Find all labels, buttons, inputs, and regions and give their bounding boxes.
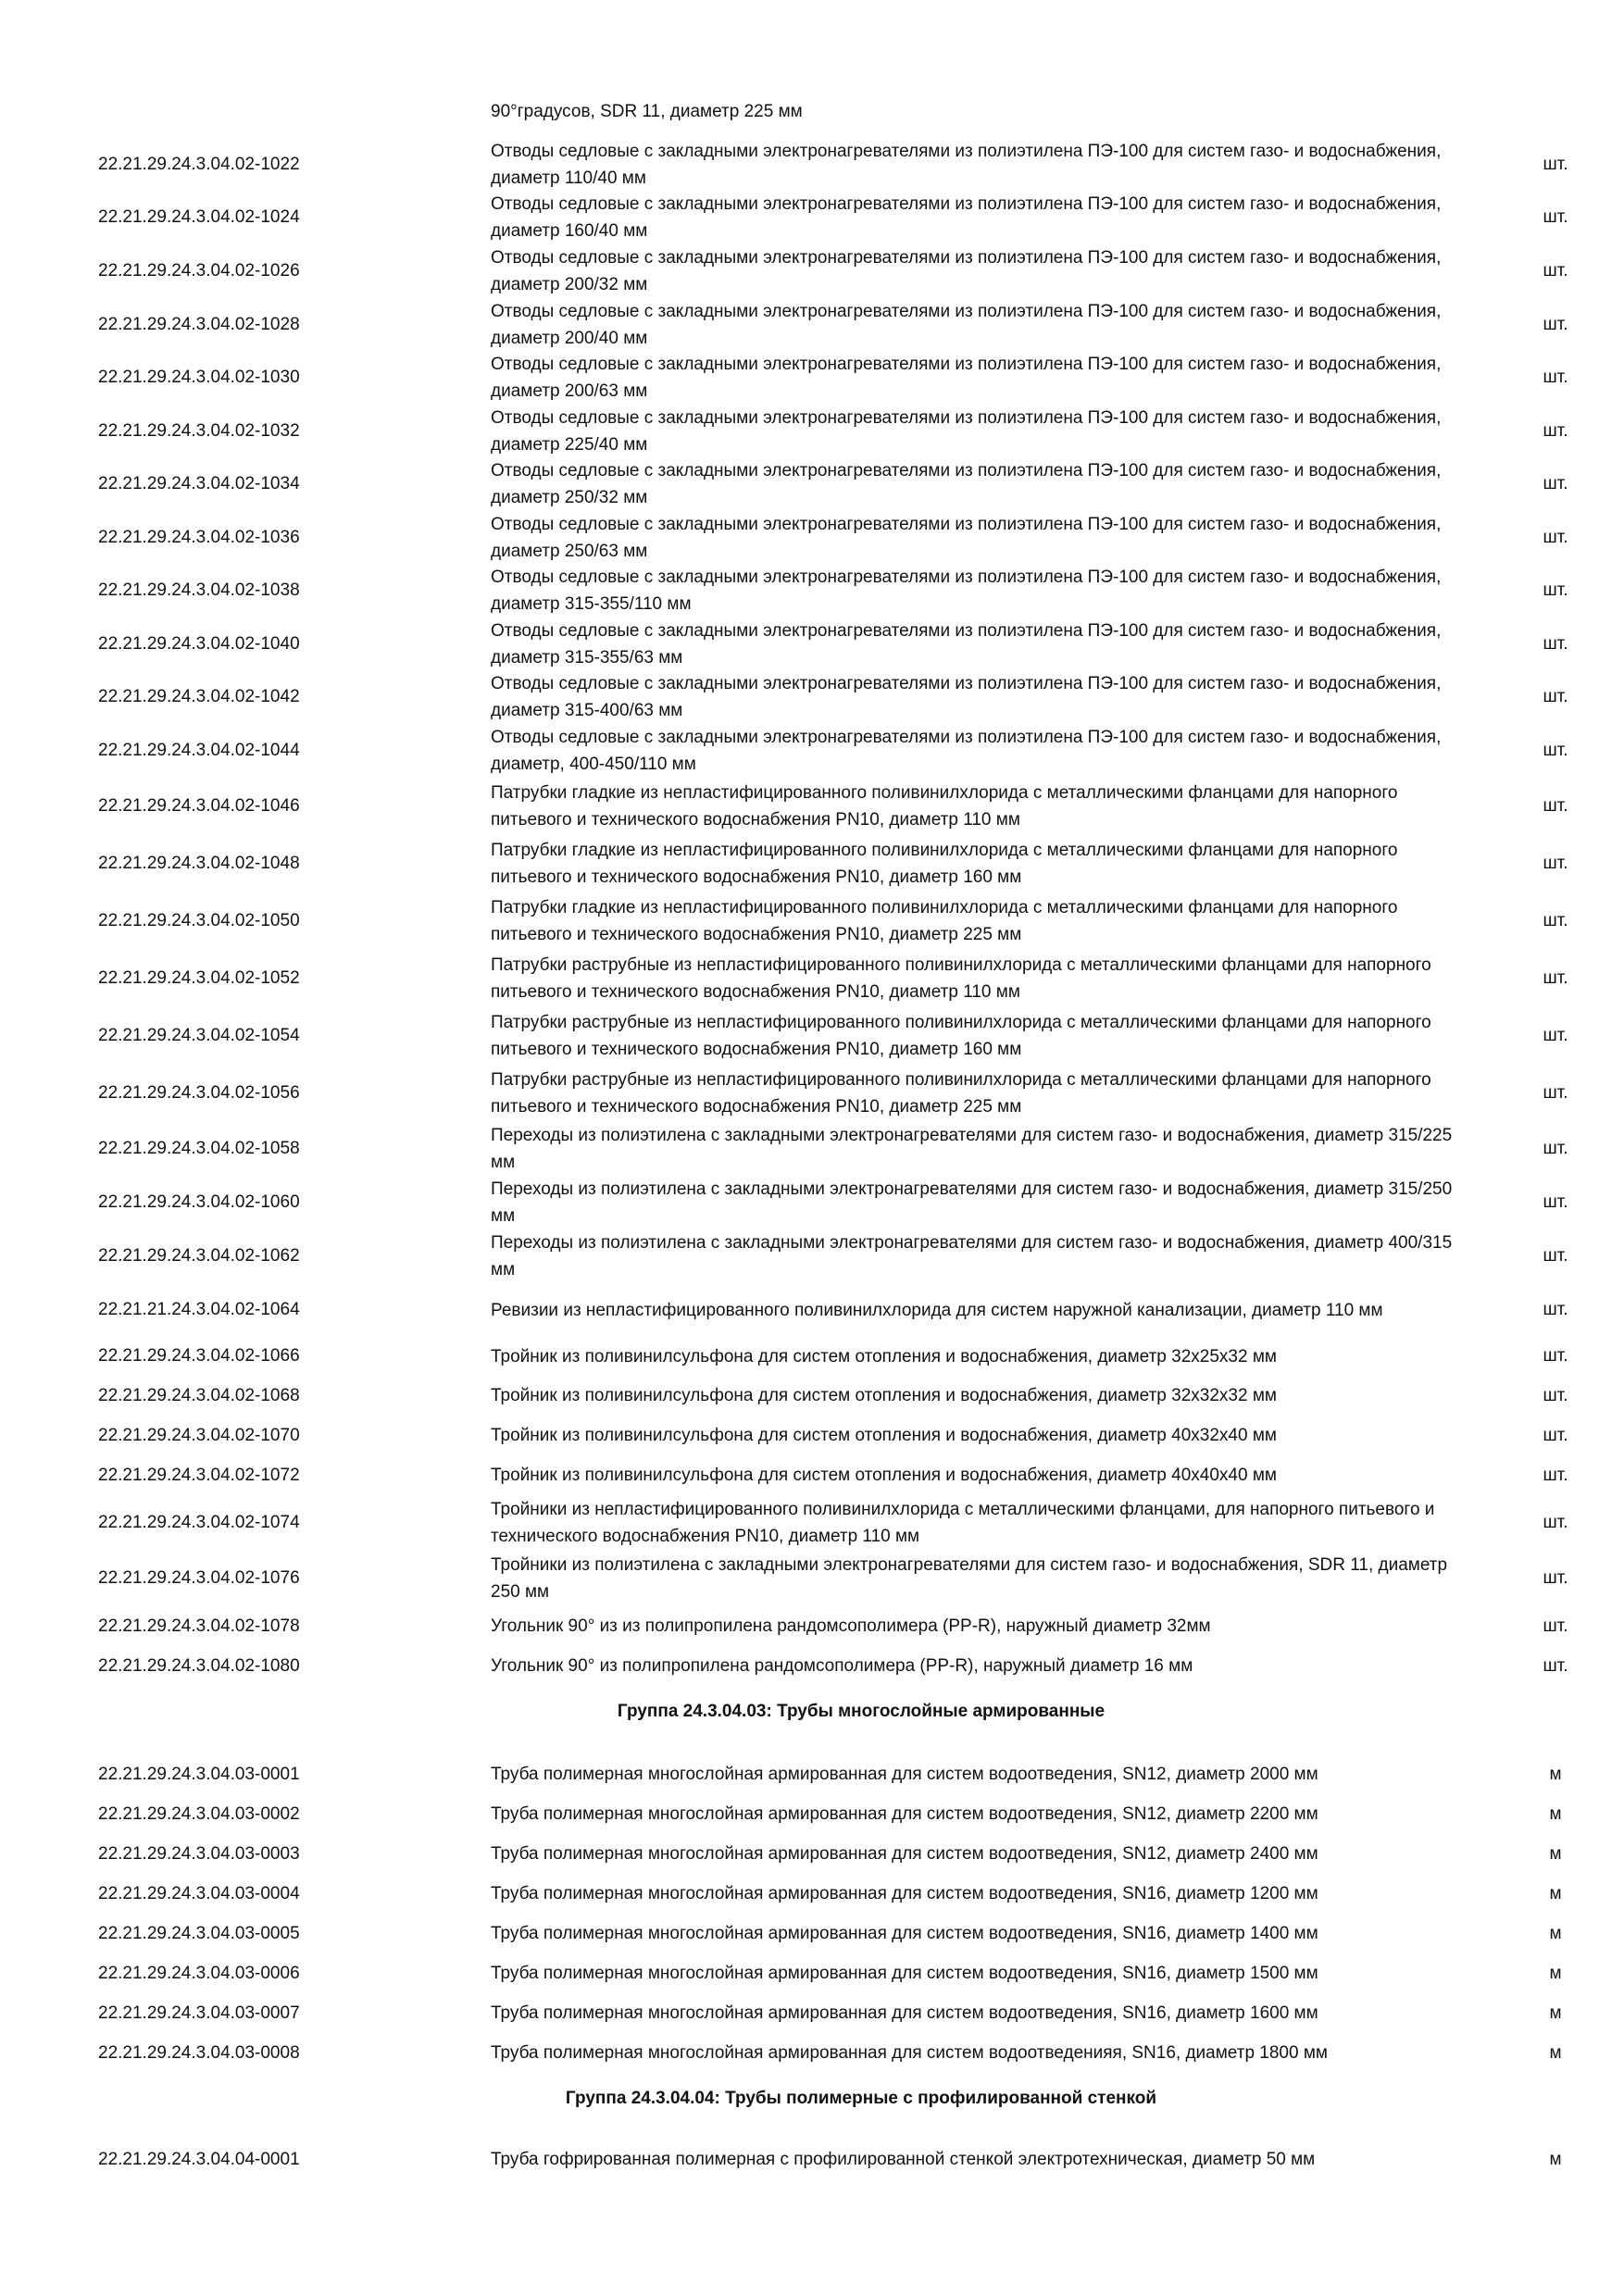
item-unit: шт. [1543,1300,1568,1319]
item-name: Отводы седловые с закладными электронагревателями из полиэтилена ПЭ-100 для систем газо- и водоснабжения, диаметр 315-400/63 мм [491,674,1442,720]
table-row [0,670,1624,724]
item-code: 22.21.29.24.3.04.03-0003 [98,1843,300,1864]
item-code: 22.21.29.24.3.04.02-1050 [98,911,300,930]
item-name: Труба полимерная многослойная армированная для систем водоотведения, SN16, диаметр 1200 мм [491,1884,1318,1903]
table-row [0,778,1624,835]
table-row [0,724,1624,778]
table-row [0,1874,1624,1914]
item-unit: м [1549,1843,1562,1864]
item-code: 22.21.29.24.3.04.02-1022 [98,155,300,174]
item-unit: шт. [1543,796,1568,816]
item-name: Труба полимерная многослойная армированная для систем водоотведения, SN16, диаметр 1500 мм [491,1964,1318,1983]
item-name: Тройник из поливинилсульфона для систем отопления и водоснабжения, диаметр 40х40х40 мм [491,1466,1277,1485]
item-code: 22.21.29.24.3.04.02-1030 [98,368,300,387]
item-unit: шт. [1543,1346,1568,1366]
item-unit: шт. [1543,1425,1568,1445]
item-code: 22.21.29.24.3.04.03-0005 [98,1923,300,1943]
item-unit: шт. [1543,741,1568,760]
item-unit: м [1549,1963,1562,1983]
item-code: 22.21.29.24.3.04.02-1062 [98,1246,300,1266]
table-row [0,1007,1624,1065]
item-unit: шт. [1543,1616,1568,1636]
item-unit: шт. [1543,1026,1568,1045]
table-row [0,1495,1624,1551]
item-code: 22.21.29.24.3.04.02-1052 [98,968,300,988]
item-code: 22.21.29.24.3.04.02-1066 [98,1346,300,1366]
item-name: Угольник 90° из из полипропилена рандомсополимера (PP-R), наружный диаметр 32мм [491,1616,1211,1636]
table-row [0,191,1624,244]
item-code: 22.21.29.24.3.04.03-0002 [98,1803,300,1824]
item-name: Патрубки раструбные из непластифицированного поливинилхлорида с металлическими фланцами для напорного питьевого и технического водоснабжения PN10, диаметр 160 мм [491,1013,1431,1059]
table-row [0,1914,1624,1953]
item-name: Отводы седловые с закладными электронагревателями из полиэтилена ПЭ-100 для систем газо- и водоснабжения, диаметр 160/40 мм [491,194,1442,241]
item-name: Тройники из полиэтилена с закладными электронагревателями для систем газо- и водоснабжения, SDR 11, диаметр 250 мм [491,1555,1448,1602]
item-name: Отводы седловые с закладными электронагревателями из полиэтилена ПЭ-100 для систем газо- и водоснабжения, диаметр 200/63 мм [491,355,1442,401]
item-name: Тройники из непластифицированного поливинилхлорида с металлическими фланцами, для напорного питьевого и технического водоснабжения PN10, диаметр 110 мм [491,1500,1435,1546]
table-row [0,1993,1624,2033]
item-name: Отводы седловые с закладными электронагревателями из полиэтилена ПЭ-100 для систем газо- и водоснабжения, диаметр 315-355/63 мм [491,621,1442,668]
item-code: 22.21.29.24.3.04.02-1060 [98,1192,300,1212]
item-code: 22.21.29.24.3.04.02-1048 [98,854,300,873]
item-code: 22.21.29.24.3.04.03-0006 [98,1963,300,1983]
item-code: 22.21.29.24.3.04.03-0004 [98,1883,300,1903]
item-code: 22.21.29.24.3.04.02-1038 [98,580,300,600]
item-name: Переходы из полиэтилена с закладными электронагревателями для систем газо- и водоснабжения, диаметр 400/315 мм [491,1233,1453,1279]
item-code: 22.21.29.24.3.04.03-0008 [98,2042,300,2063]
table-row [0,950,1624,1007]
table-row [0,1229,1624,1283]
table-row [0,1953,1624,1993]
table-row [0,1065,1624,1122]
item-code: 22.21.29.24.3.04.02-1078 [98,1616,300,1636]
table-row [0,2140,1624,2179]
item-unit: шт. [1543,634,1568,654]
table-row [0,457,1624,511]
group-heading: Группа 24.3.04.03: Трубы многослойные армированные [617,1702,1106,1721]
item-unit: шт. [1543,528,1568,547]
item-name: Переходы из полиэтилена с закладными электронагревателями для систем газо- и водоснабжения, диаметр 315/225 мм [491,1126,1453,1172]
item-unit: шт. [1543,261,1568,281]
item-unit: шт. [1543,315,1568,334]
item-name: Патрубки раструбные из непластифицированного поливинилхлорида с металлическими фланцами для напорного питьевого и технического водоснабжения PN10, диаметр 110 мм [491,955,1431,1002]
item-name: Отводы седловые с закладными электронагревателями из полиэтилена ПЭ-100 для систем газо- и водоснабжения, диаметр 200/32 мм [491,248,1442,294]
item-name: Переходы из полиэтилена с закладными электронагревателями для систем газо- и водоснабжения, диаметр 315/250 мм [491,1179,1453,1226]
item-code: 22.21.29.24.3.04.02-1080 [98,1655,300,1676]
table-row [0,1122,1624,1176]
table-row [0,1376,1624,1416]
item-unit: шт. [1543,1465,1568,1485]
item-unit: шт. [1543,155,1568,174]
item-name: Отводы седловые с закладными электронагревателями из полиэтилена ПЭ-100 для систем газо- и водоснабжения, диаметр 250/63 мм [491,515,1442,561]
item-name: Патрубки раструбные из непластифицированного поливинилхлорида с металлическими фланцами для напорного питьевого и технического водоснабжения PN10, диаметр 225 мм [491,1070,1431,1117]
table-row [0,1834,1624,1874]
item-code: 22.21.29.24.3.04.02-1046 [98,796,300,816]
table-row [0,892,1624,950]
table-row [0,298,1624,352]
item-code: 22.21.29.24.3.04.02-1026 [98,261,300,281]
item-code: 22.21.29.24.3.04.03-0001 [98,1764,300,1784]
table-row [0,138,1624,192]
item-unit: м [1549,2149,1562,2169]
item-name: Труба полимерная многослойная армированная для систем водоотведения, SN12, диаметр 2200 мм [491,1804,1318,1824]
item-unit: шт. [1543,207,1568,227]
item-code: 22.21.21.24.3.04.02-1064 [98,1300,300,1319]
item-name: Отводы седловые с закладными электронагревателями из полиэтилена ПЭ-100 для систем газо- и водоснабжения, диаметр 250/32 мм [491,461,1442,507]
table-row [0,511,1624,565]
item-unit: м [1549,1923,1562,1943]
item-code: 22.21.29.24.3.04.02-1068 [98,1385,300,1405]
item-code: 22.21.29.24.3.04.02-1032 [98,421,300,441]
item-code: 22.21.29.24.3.04.02-1056 [98,1083,300,1103]
item-unit: м [1549,2003,1562,2023]
item-name: Труба полимерная многослойная армированная для систем водоотведения, SN16, диаметр 1600 мм [491,2003,1318,2023]
table-row [0,2033,1624,2073]
item-code: 22.21.29.24.3.04.02-1040 [98,634,300,654]
item-code: 22.21.29.24.3.04.02-1042 [98,687,300,706]
table-row [0,1646,1624,1686]
item-unit: шт. [1543,1246,1568,1266]
table-row [0,1283,1624,1337]
table-row [0,564,1624,618]
item-unit: шт. [1543,580,1568,600]
item-name: Труба полимерная многослойная армированная для систем водоотведения, SN12, диаметр 2000 мм [491,1765,1318,1784]
table-row [0,1754,1624,1794]
table-row [0,1337,1624,1376]
item-unit: шт. [1543,1192,1568,1212]
table-row [0,244,1624,298]
item-unit: шт. [1543,968,1568,988]
item-unit: шт. [1543,687,1568,706]
item-code: 22.21.29.24.3.04.02-1034 [98,474,300,493]
item-unit: м [1549,1764,1562,1784]
item-name: Тройник из поливинилсульфона для систем отопления и водоснабжения, диаметр 32х25х32 мм [491,1346,1277,1366]
item-unit: шт. [1543,1385,1568,1405]
item-code: 22.21.29.24.3.04.02-1054 [98,1026,300,1045]
group-heading: Группа 24.3.04.04: Трубы полимерные с профилированной стенкой [565,2089,1157,2108]
item-name: Ревизии из непластифицированного поливинилхлорида для систем наружной канализации, диаметр 110 мм [491,1300,1383,1320]
item-name: Тройник из поливинилсульфона для систем отопления и водоснабжения, диаметр 40х32х40 мм [491,1426,1277,1445]
item-unit: шт. [1543,1655,1568,1676]
item-unit: м [1549,2042,1562,2063]
item-name: Труба гофрированная полимерная с профилированной стенкой электротехническая, диаметр 50 мм [491,2150,1316,2169]
table-row [0,351,1624,405]
item-code: 22.21.29.24.3.04.03-0007 [98,2003,300,2023]
item-unit: м [1549,1803,1562,1824]
table-row [0,1606,1624,1646]
item-code: 22.21.29.24.3.04.02-1070 [98,1425,300,1445]
item-name: Угольник 90° из полипропилена рандомсополимера (PP-R), наружный диаметр 16 мм [491,1656,1193,1676]
item-name: Отводы седловые с закладными электронагревателями из полиэтилена ПЭ-100 для систем газо- и водоснабжения, диаметр 200/40 мм [491,302,1442,348]
item-unit: шт. [1543,1083,1568,1103]
item-code: 22.21.29.24.3.04.02-1044 [98,741,300,760]
table-row [0,1455,1624,1495]
item-unit: шт. [1543,854,1568,873]
item-code: 22.21.29.24.3.04.02-1024 [98,207,300,227]
item-name: Отводы седловые с закладными электронагревателями из полиэтилена ПЭ-100 для систем газо- и водоснабжения, диаметр 225/40 мм [491,408,1442,455]
continued-item-text: 90°градусов, SDR 11, диаметр 225 мм [491,102,803,121]
item-name: Патрубки гладкие из непластифицированного поливинилхлорида с металлическими фланцами для напорного питьевого и технического водоснабжения PN10, диаметр 110 мм [491,783,1398,830]
item-unit: шт. [1543,1568,1568,1588]
table-row [0,1794,1624,1834]
item-name: Отводы седловые с закладными электронагревателями из полиэтилена ПЭ-100 для систем газо- и водоснабжения, диаметр, 400-450/110 мм [491,728,1442,774]
item-unit: шт. [1543,474,1568,493]
item-unit: шт. [1543,368,1568,387]
item-name: Патрубки гладкие из непластифицированного поливинилхлорида с металлическими фланцами для напорного питьевого и технического водоснабжения PN10, диаметр 225 мм [491,898,1398,944]
table-row [0,618,1624,671]
item-code: 22.21.29.24.3.04.02-1058 [98,1139,300,1158]
item-unit: шт. [1543,1139,1568,1158]
item-code: 22.21.29.24.3.04.02-1072 [98,1465,300,1485]
table-row [0,1416,1624,1455]
table-row [0,405,1624,458]
item-name: Труба полимерная многослойная армированная для систем водоотведения, SN12, диаметр 2400 мм [491,1844,1318,1864]
item-name: Отводы седловые с закладными электронагревателями из полиэтилена ПЭ-100 для систем газо- и водоснабжения, диаметр 110/40 мм [491,142,1442,188]
item-name: Тройник из поливинилсульфона для систем отопления и водоснабжения, диаметр 32х32х32 мм [491,1386,1277,1405]
item-unit: шт. [1543,421,1568,441]
item-code: 22.21.29.24.3.04.02-1036 [98,528,300,547]
item-name: Отводы седловые с закладными электронагревателями из полиэтилена ПЭ-100 для систем газо- и водоснабжения, диаметр 315-355/110 мм [491,568,1442,614]
item-code: 22.21.29.24.3.04.02-1076 [98,1568,300,1588]
table-row [0,1176,1624,1229]
item-name: Труба полимерная многослойная армированная для систем водоотведенияя, SN16, диаметр 1800 мм [491,2043,1328,2063]
item-name: Труба полимерная многослойная армированная для систем водоотведения, SN16, диаметр 1400 мм [491,1924,1318,1943]
table-row [0,1551,1624,1606]
table-row [0,835,1624,892]
item-unit: шт. [1543,1513,1568,1532]
item-code: 22.21.29.24.3.04.04-0001 [98,2149,300,2169]
item-code: 22.21.29.24.3.04.02-1028 [98,315,300,334]
item-unit: м [1549,1883,1562,1903]
item-code: 22.21.29.24.3.04.02-1074 [98,1513,300,1532]
item-unit: шт. [1543,911,1568,930]
item-name: Патрубки гладкие из непластифицированного поливинилхлорида с металлическими фланцами для напорного питьевого и технического водоснабжения PN10, диаметр 160 мм [491,841,1398,887]
